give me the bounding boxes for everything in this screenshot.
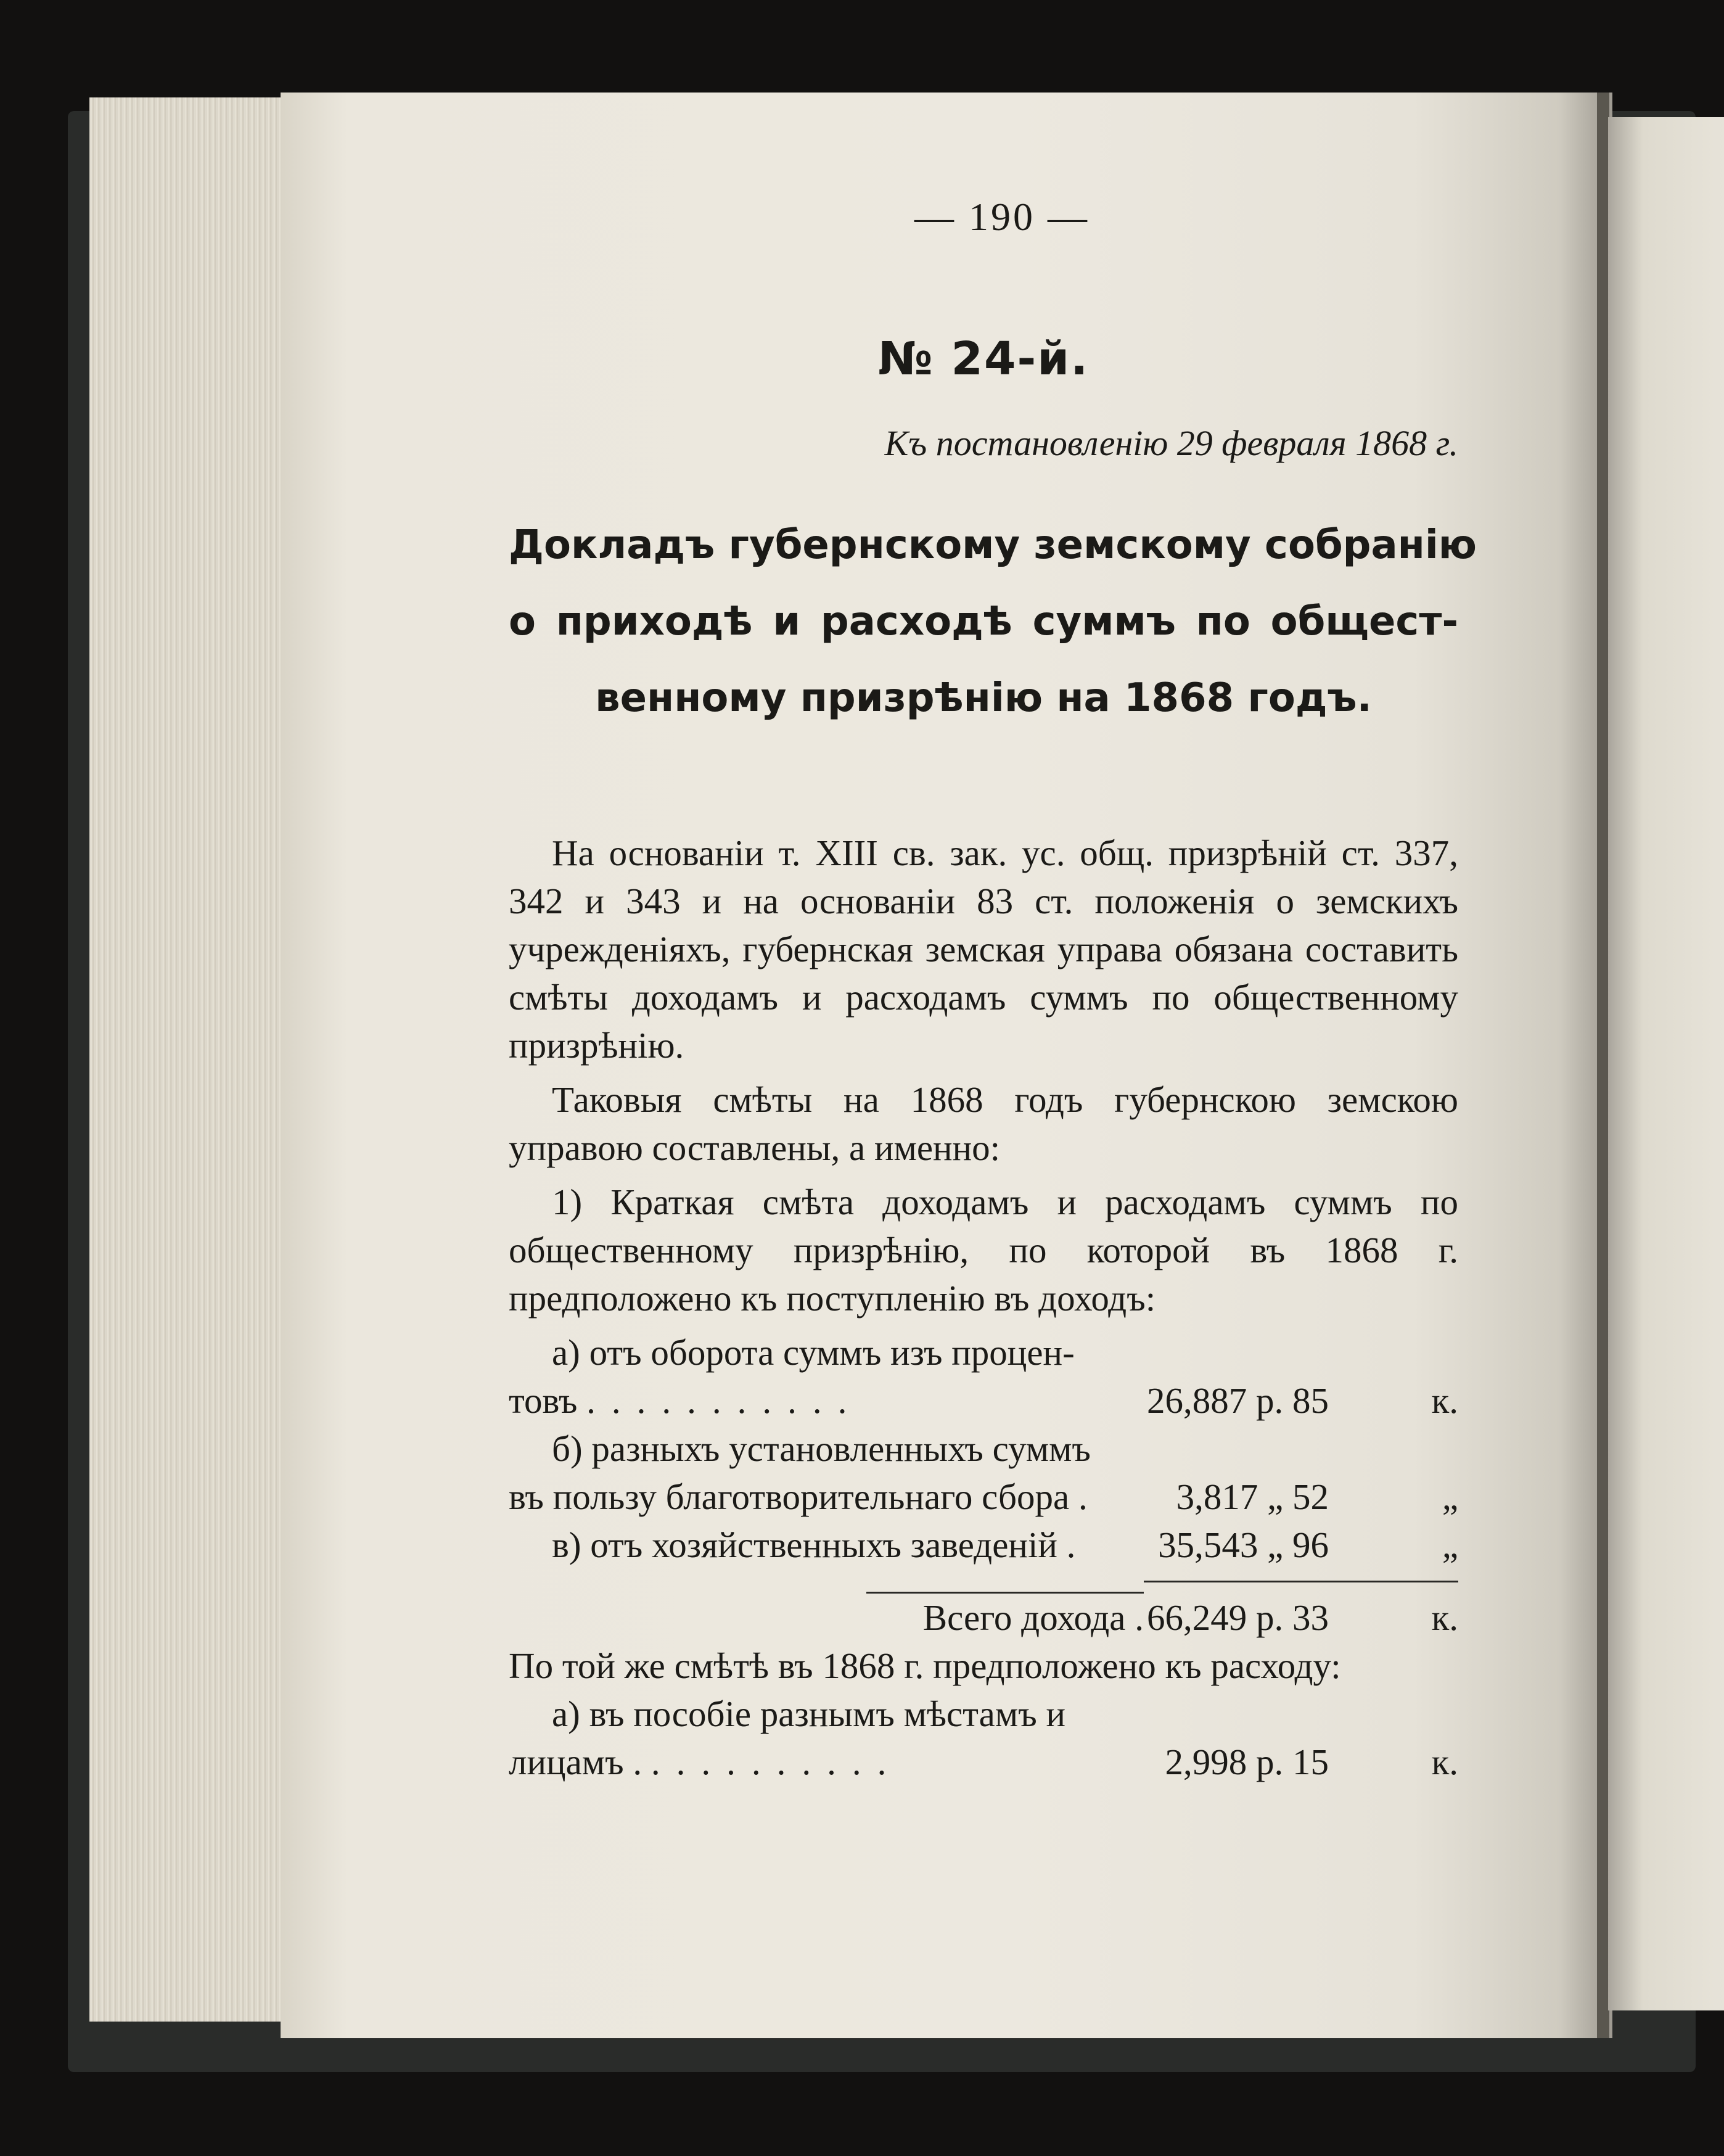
expense-intro: По той же смѣтѣ въ 1868 г. предположено къ расходу: [509,1645,1341,1686]
table-row [509,1521,1458,1569]
income-b-unit: „ [1442,1476,1458,1517]
table-row [509,1328,1458,1376]
facing-page-edge [1608,117,1724,2010]
income-a-amount: 26,887 р. 85 [1147,1380,1329,1421]
table-row [509,1594,1458,1642]
table-row [509,1738,1458,1786]
income-a-label: а) отъ оборота суммъ изъ процен- [552,1332,1075,1373]
expense-a-amount: 2,998 р. 15 [1165,1741,1329,1782]
income-c-amount: 35,543 „ 96 [1158,1524,1329,1565]
income-a-label-cont: товъ [509,1380,578,1421]
title-line: Докладъ губернскому земскому собранію [509,522,1477,568]
paragraph: Таковыя смѣты на 1868 годъ губернскою земскою управою составлены, а именно: [509,1079,1458,1168]
paragraph: На основаніи т. XIII св. зак. ус. общ. призрѣній ст. 337, 342 и 343 и на основаніи 83 ст. положенія о земскихъ учрежденіяхъ, губернская земская управа обязана составить смѣты доходамъ и расходамъ суммъ по общественному призрѣнію. [509,833,1458,1066]
expense-a-label: а) въ пособіе разнымъ мѣстамъ и [552,1693,1066,1734]
paragraph: 1) Краткая смѣта доходамъ и расходамъ суммъ по общественному призрѣнію, по которой въ 1868 г. предположено къ поступленію въ доходъ: [509,1182,1458,1319]
document-number: № 24-й. [877,332,1090,385]
income-total-label: Всего дохода . [922,1597,1144,1638]
leader-dots: ........... [586,1380,863,1421]
reference-line: Къ постановленію 29 февраля 1868 г. [884,423,1458,463]
income-b-label-cont: въ пользу благотворительнаго сбора . [509,1476,1088,1517]
spacer [509,1569,1458,1581]
book-gutter [1597,93,1609,2038]
income-b-label: б) разныхъ установленныхъ суммъ [552,1428,1091,1469]
report-title [509,507,1477,736]
table-row [509,1425,1458,1473]
page-edges [89,97,293,2022]
total-rule [509,1581,1458,1594]
page-text-block [509,194,1477,1786]
table-row [509,1690,1458,1738]
income-c-label: в) отъ хозяйственныхъ заведеній . [552,1524,1076,1565]
leader-dots: .......... [651,1741,903,1782]
income-a-unit: к. [1431,1380,1458,1421]
income-c-unit: „ [1442,1524,1458,1565]
income-total-amount: 66,249 р. 33 [1147,1597,1329,1638]
table-row [509,1376,1458,1425]
title-line: о приходѣ и расходѣ суммъ по общест- [509,599,1458,644]
income-total-unit: к. [1431,1597,1458,1638]
table-row [509,1473,1458,1521]
title-line: венному призрѣнію на 1868 годъ. [595,675,1372,721]
expense-a-unit: к. [1431,1741,1458,1782]
income-b-amount: 3,817 „ 52 [1176,1476,1329,1517]
expense-a-label-cont: лицамъ . [509,1741,642,1782]
page-number: — 190 — [914,195,1090,239]
income-table [509,1328,1458,1642]
expense-table [509,1690,1458,1786]
